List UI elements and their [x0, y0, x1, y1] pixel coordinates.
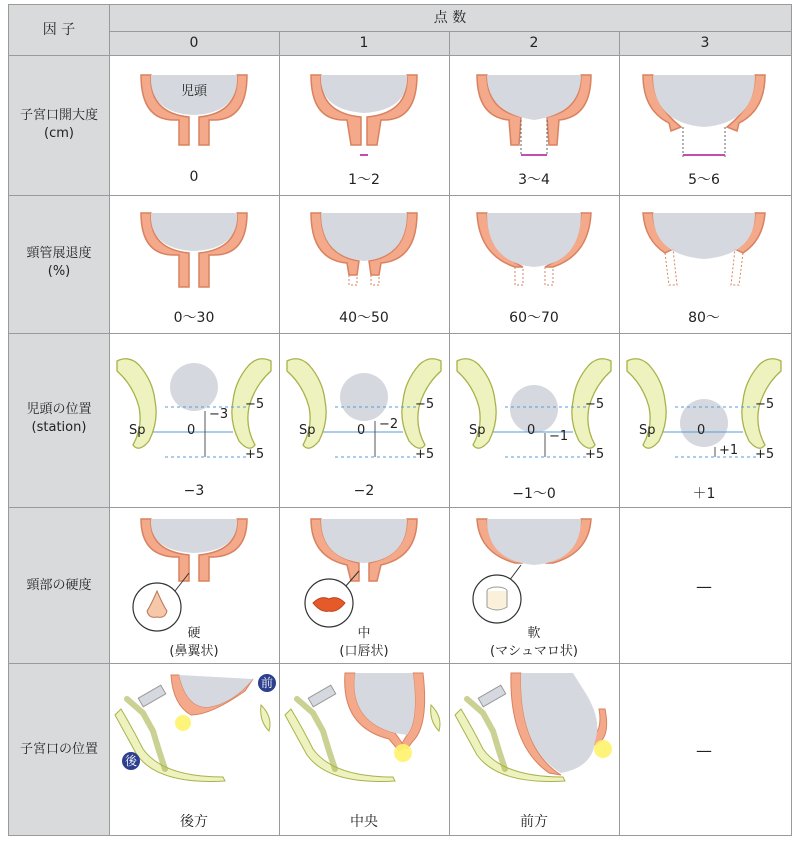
station-mark-label: −1 — [549, 429, 569, 444]
station-diagram-1 — [279, 341, 449, 471]
row-divider — [9, 333, 791, 334]
consistency-caption-1-line1: 中 — [357, 626, 371, 641]
consistency-caption-2 — [449, 625, 619, 661]
effacement-value-2: 60〜70 — [509, 310, 559, 326]
row-label-effacement — [9, 245, 109, 281]
station-minus5-label: −5 — [415, 397, 435, 412]
station-value-1: −2 — [353, 483, 375, 499]
position-value-2: 前方 — [520, 814, 548, 830]
station-minus5-label: −5 — [245, 397, 265, 412]
row-label-effacement-line2: (%) — [47, 264, 71, 279]
row-divider — [9, 507, 791, 508]
effacement-value-1: 40〜50 — [339, 310, 389, 326]
effacement-diagram-1 — [289, 205, 439, 295]
fetal-head-label: 児頭 — [180, 84, 207, 99]
row-divider — [9, 55, 791, 56]
station-value-0: −3 — [183, 483, 205, 499]
row-label-dilation-line2: (cm) — [44, 126, 74, 141]
dilation-value-2: 3〜4 — [518, 172, 550, 188]
station-zero-label: 0 — [357, 423, 366, 438]
station-zero-label: 0 — [527, 423, 536, 438]
consistency-caption-2-line2: (マシュマロ状) — [490, 644, 578, 659]
front-badge: 前 — [260, 676, 273, 690]
station-plus5-label: +5 — [415, 447, 435, 462]
row-divider — [9, 195, 791, 196]
header-divider — [109, 31, 791, 32]
dilation-value-1: 1〜2 — [348, 172, 380, 188]
consistency-caption-1-line2: (口唇状) — [339, 644, 389, 659]
consistency-caption-0-line1: 硬 — [187, 626, 201, 641]
station-mark-label: −3 — [209, 407, 229, 422]
effacement-diagram-3 — [629, 205, 779, 295]
row-label-consistency: 頸部の硬度 — [26, 578, 92, 593]
points-header: 点 数 — [433, 10, 467, 26]
position-value-1: 中央 — [350, 814, 378, 830]
consistency-diagram-0 — [119, 515, 269, 625]
row-label-station — [9, 401, 109, 437]
consistency-caption-0 — [109, 625, 279, 661]
sidebar-background — [9, 55, 109, 835]
position-diagram-1 — [283, 669, 447, 793]
station-plus5-label: +5 — [755, 447, 775, 462]
station-diagram-2 — [449, 341, 619, 471]
row-divider — [9, 663, 791, 664]
station-mark-label: +1 — [719, 443, 739, 458]
row-label-position: 子宮口の位置 — [19, 742, 98, 757]
consistency-diagram-2 — [459, 515, 609, 625]
score-header-3: 3 — [700, 35, 710, 51]
row-label-station-line1: 児頭の位置 — [26, 402, 92, 417]
position-value-0: 後方 — [180, 814, 208, 830]
dilation-value-0: 0 — [189, 169, 199, 185]
consistency-diagram-1 — [289, 515, 439, 625]
station-minus5-label: −5 — [755, 397, 775, 412]
position-empty: — — [696, 741, 712, 760]
station-sp-label: Sp — [469, 423, 486, 438]
dilation-diagram-2 — [459, 65, 609, 165]
consistency-caption-2-line1: 軟 — [527, 626, 541, 641]
factor-header: 因 子 — [42, 22, 76, 38]
position-diagram-2 — [453, 669, 617, 793]
back-badge: 後 — [124, 754, 137, 768]
effacement-value-3: 80〜 — [688, 310, 720, 326]
dilation-diagram-0 — [119, 65, 269, 165]
station-sp-label: Sp — [129, 423, 146, 438]
station-sp-label: Sp — [639, 423, 656, 438]
station-sp-label: Sp — [299, 423, 316, 438]
station-plus5-label: +5 — [245, 447, 265, 462]
score-header-1: 1 — [359, 35, 369, 51]
bishop-score-table — [8, 4, 792, 836]
station-diagram-0 — [109, 341, 279, 471]
station-plus5-label: +5 — [585, 447, 605, 462]
station-minus5-label: −5 — [585, 397, 605, 412]
station-diagram-3 — [619, 341, 789, 471]
station-zero-label: 0 — [697, 423, 706, 438]
consistency-empty: — — [696, 577, 712, 596]
station-value-3: ＋1 — [692, 486, 716, 502]
station-zero-label: 0 — [187, 423, 196, 438]
row-label-effacement-line1: 頸管展退度 — [26, 246, 92, 261]
row-label-dilation — [9, 107, 109, 143]
effacement-diagram-0 — [119, 205, 269, 295]
position-diagram-0 — [113, 669, 277, 793]
effacement-value-0: 0〜30 — [173, 310, 215, 326]
score-header-2: 2 — [529, 35, 539, 51]
score-header-0: 0 — [189, 35, 199, 51]
row-label-station-line2: (station) — [31, 420, 87, 435]
consistency-caption-0-line2: (鼻翼状) — [169, 644, 219, 659]
consistency-caption-1 — [279, 625, 449, 661]
row-label-dilation-line1: 子宮口開大度 — [19, 108, 98, 123]
station-mark-label: −2 — [379, 417, 399, 432]
dilation-diagram-3 — [629, 65, 779, 165]
station-value-2: −1〜0 — [512, 486, 556, 502]
dilation-diagram-1 — [289, 65, 439, 165]
dilation-value-3: 5〜6 — [688, 172, 720, 188]
effacement-diagram-2 — [459, 205, 609, 295]
